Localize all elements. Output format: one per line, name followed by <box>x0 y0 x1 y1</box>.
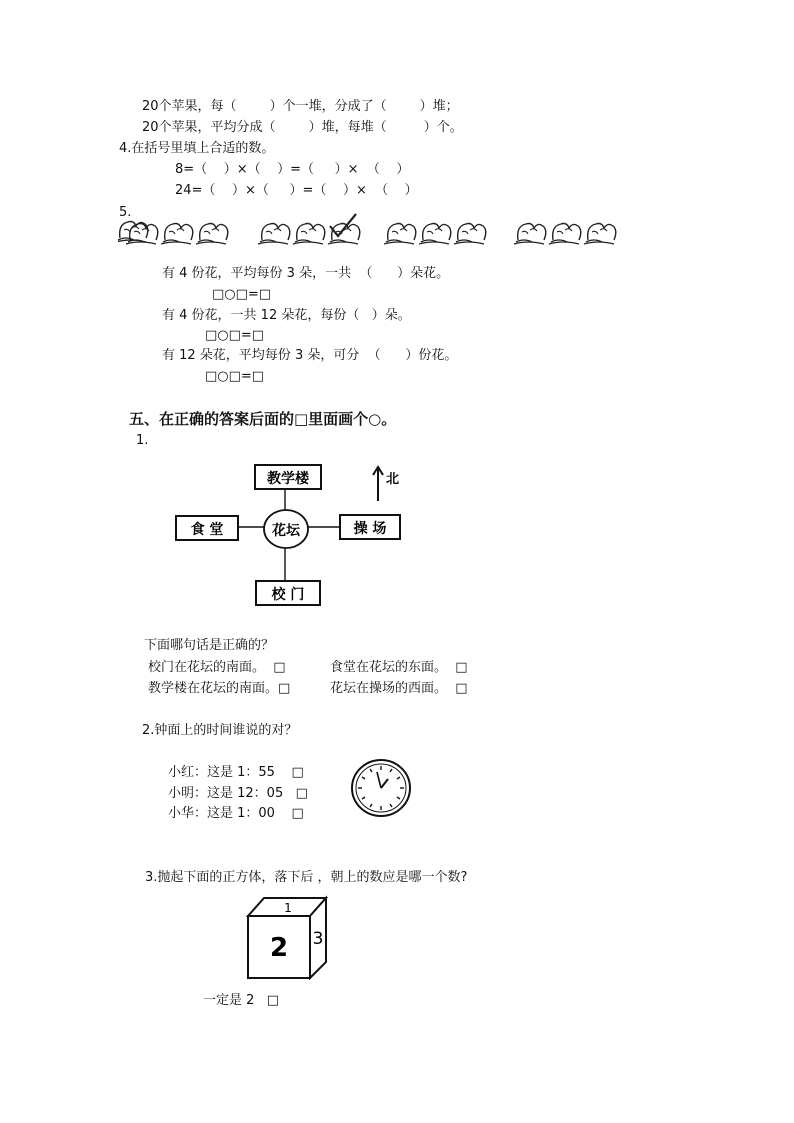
question-2-prompt: 2.钟面上的时间谁说的对？ <box>142 723 298 738</box>
clock-icon <box>348 757 414 819</box>
question-4-title: 4.在括号里填上合适的数。 <box>119 141 275 156</box>
map-label-right: 操 场 <box>353 521 387 537</box>
question-2-option-2: 小明：这是 12：05 □ <box>168 786 308 801</box>
map-label-left: 食 堂 <box>190 522 224 538</box>
map-label-center: 花坛 <box>272 523 300 539</box>
question-5-line-1: 有 4 份花，平均每份 3 朵，一共 （ ）朵花。 <box>162 266 450 281</box>
apple-line-1: 20个苹果，每（ ）个一堆，分成了（ ）堆； <box>142 99 459 114</box>
apple-line-2: 20个苹果，平均分成（ ）堆，每堆（ ）个。 <box>142 120 463 135</box>
question-5-label: 5. <box>119 205 132 220</box>
question-5-line-2: 有 4 份花，一共 12 朵花，每份（ ）朵。 <box>162 308 411 323</box>
question-4-line-2: 24=（ ）×（ ）=（ ）× （ ） <box>175 183 418 198</box>
cube-side-number: 3 <box>312 929 324 949</box>
question-1-option-4: 花坛在操场的西面。 □ <box>330 681 468 696</box>
question-3-answer: 一定是 2 □ <box>203 993 280 1008</box>
flower-groups-illustration <box>118 210 638 258</box>
question-1-option-2: 食堂在花坛的东面。 □ <box>330 660 468 675</box>
map-label-top: 教学楼 <box>267 471 309 487</box>
question-5-line-3: 有 12 朵花，平均每份 3 朵，可分 （ ）份花。 <box>162 348 458 363</box>
question-1-prompt: 下面哪句话是正确的？ <box>144 638 275 653</box>
cube-illustration <box>242 890 332 980</box>
question-5-box-2: □○□=□ <box>205 328 265 343</box>
question-4-line-1: 8=（ ）×（ ）=（ ）× （ ） <box>175 162 410 177</box>
campus-map-diagram <box>170 455 440 615</box>
question-5-box-1: □○□=□ <box>212 287 272 302</box>
question-1-option-3: 教学楼在花坛的南面。□ <box>148 681 291 696</box>
question-2-option-3: 小华：这是 1：00 □ <box>168 806 304 821</box>
cube-front-number: 2 <box>269 933 289 963</box>
question-2-option-1: 小红：这是 1：55 □ <box>168 765 304 780</box>
question-3-prompt: 3.抛起下面的正方体，落下后 ，朝上的数应是哪一个数? <box>145 870 468 885</box>
question-5-box-3: □○□=□ <box>205 369 265 384</box>
question-1-option-1: 校门在花坛的南面。 □ <box>148 660 286 675</box>
north-label: 北 <box>386 472 400 487</box>
section-5-heading: 五、在正确的答案后面的□里面画个○。 <box>129 410 397 428</box>
map-label-bottom: 校 门 <box>271 587 305 603</box>
section-5-question-1-label: 1. <box>136 433 149 448</box>
cube-top-number: 1 <box>284 901 292 915</box>
